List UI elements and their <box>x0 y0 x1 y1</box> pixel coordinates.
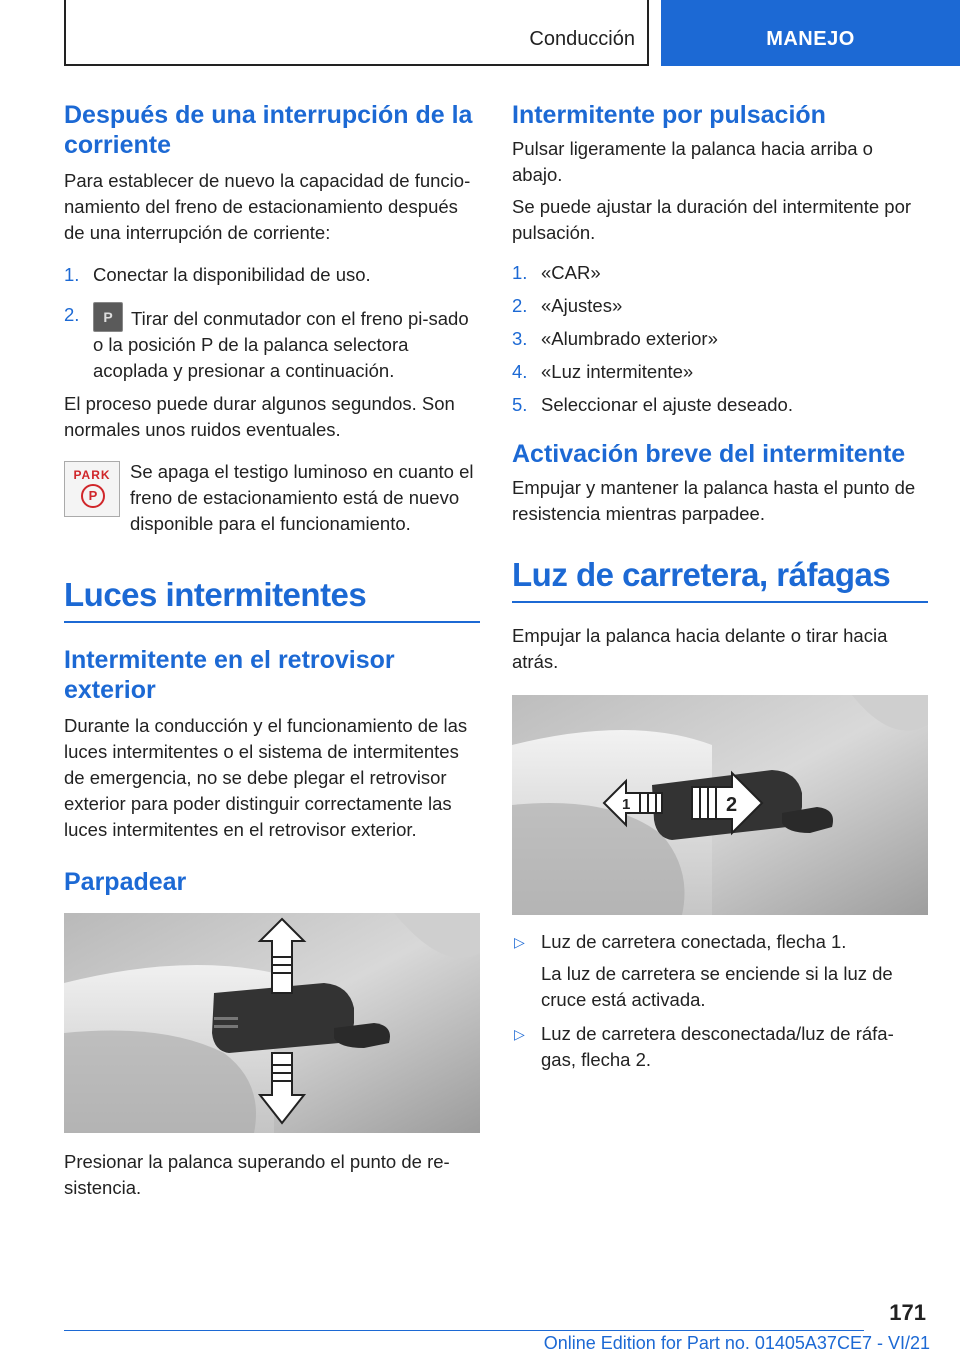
breve-text: Empujar y mantener la palanca hasta el punto de resistencia mientras parpadee. <box>512 477 916 524</box>
pulsacion-p2: Se puede ajustar la duración del intermitente por pulsación. <box>512 196 912 243</box>
list-item <box>512 392 928 418</box>
list-item <box>512 359 928 385</box>
turn-signal-illustration <box>64 913 480 1133</box>
footer-edition: Online Edition for Part no. 01405A37CE7 - VI/21 <box>543 1333 930 1353</box>
step-number: 5. <box>512 394 528 415</box>
step-number: 2. <box>512 295 528 316</box>
list-item <box>64 262 480 288</box>
breve-heading: Activación breve del intermitente <box>512 440 906 468</box>
parking-brake-switch-icon <box>93 302 123 332</box>
parpadear-caption: Presionar la palanca superando el punto de re-sistencia. <box>64 1151 450 1198</box>
list-item <box>512 260 928 286</box>
carretera-text: Empujar la palanca hacia delante o tirar hacia atrás. <box>512 625 888 672</box>
pulsacion-heading: Intermitente por pulsación <box>512 101 826 129</box>
carretera-heading: Luz de carretera, ráfagas <box>512 555 928 603</box>
pulsacion-steps <box>512 260 928 418</box>
list-item <box>512 293 928 319</box>
step-number: 4. <box>512 361 528 382</box>
list-item <box>512 929 928 1013</box>
section-title: Conducción <box>529 28 635 50</box>
triangle-bullet-icon: ▷ <box>514 1026 525 1042</box>
bullet-text: Luz de carretera conectada, flecha 1. <box>541 931 847 952</box>
page-header <box>64 0 960 66</box>
step-text: «Alumbrado exterior» <box>541 328 718 349</box>
park-p-symbol: P <box>81 484 105 508</box>
arrow-1-label: 1 <box>622 796 631 813</box>
step-text: Conectar la disponibilidad de uso. <box>93 264 371 285</box>
chapter-title: MANEJO <box>766 28 855 50</box>
page-number: 171 <box>889 1300 926 1325</box>
park-brake-icon <box>64 461 120 517</box>
step-text: Tirar del conmutador con el freno pi-sado o la posición P de la palanca selectora acoplada y presionar a continuación. <box>93 308 469 381</box>
park-note-text: Se apaga el testigo luminoso en cuanto el freno de estacionamiento está de nuevo disponible para el funcionamiento. <box>130 461 474 534</box>
park-note <box>64 459 480 537</box>
power-after: El proceso puede durar algunos segundos. Son normales unos ruidos eventuales. <box>64 393 455 440</box>
right-column <box>512 100 928 1073</box>
arrow-2-label: 2 <box>726 794 738 816</box>
mirror-text: Durante la conducción y el funcionamiento de las luces intermitentes o el sistema de intermitentes de emergencia, no se debe plegar el retrovisor exterior para poder distinguir correctamente las luces intermitentes en el retrovisor exterior. <box>64 715 468 840</box>
power-intro: Para establecer de nuevo la capacidad de funcio-namiento del freno de estacionamiento después de una interrupción de corriente: <box>64 170 471 243</box>
triangle-bullet-icon: ▷ <box>514 934 525 950</box>
step-text: «Luz intermitente» <box>541 361 694 382</box>
parpadear-heading: Parpadear <box>64 868 187 896</box>
step-text: «Ajustes» <box>541 295 623 316</box>
mirror-heading: Intermitente en el retrovisor exterior <box>64 646 395 704</box>
luces-heading: Luces intermitentes <box>64 575 480 623</box>
power-heading: Después de una interrupción de la corriente <box>64 101 473 159</box>
step-number: 2. <box>64 304 80 325</box>
list-item <box>512 1021 928 1073</box>
step-text: Seleccionar el ajuste deseado. <box>541 394 793 415</box>
bullet-subtext: La luz de carretera se enciende si la luz de cruce está activada. <box>541 963 893 1010</box>
section-tab <box>64 0 649 66</box>
bullet-text: Luz de carretera desconectada/luz de ráfa-gas, flecha 2. <box>541 1023 894 1070</box>
chapter-tab <box>661 0 960 66</box>
carretera-bullets <box>512 929 928 1073</box>
park-label: PARK <box>73 468 111 482</box>
left-column <box>64 100 480 1201</box>
high-beam-illustration <box>512 695 928 915</box>
power-steps <box>64 262 480 384</box>
list-item <box>512 326 928 352</box>
footer-divider <box>64 1330 864 1331</box>
list-item <box>64 302 480 384</box>
step-number: 1. <box>512 262 528 283</box>
step-number: 1. <box>64 264 80 285</box>
step-number: 3. <box>512 328 528 349</box>
pulsacion-p1: Pulsar ligeramente la palanca hacia arriba o abajo. <box>512 138 873 185</box>
step-text: «CAR» <box>541 262 601 283</box>
